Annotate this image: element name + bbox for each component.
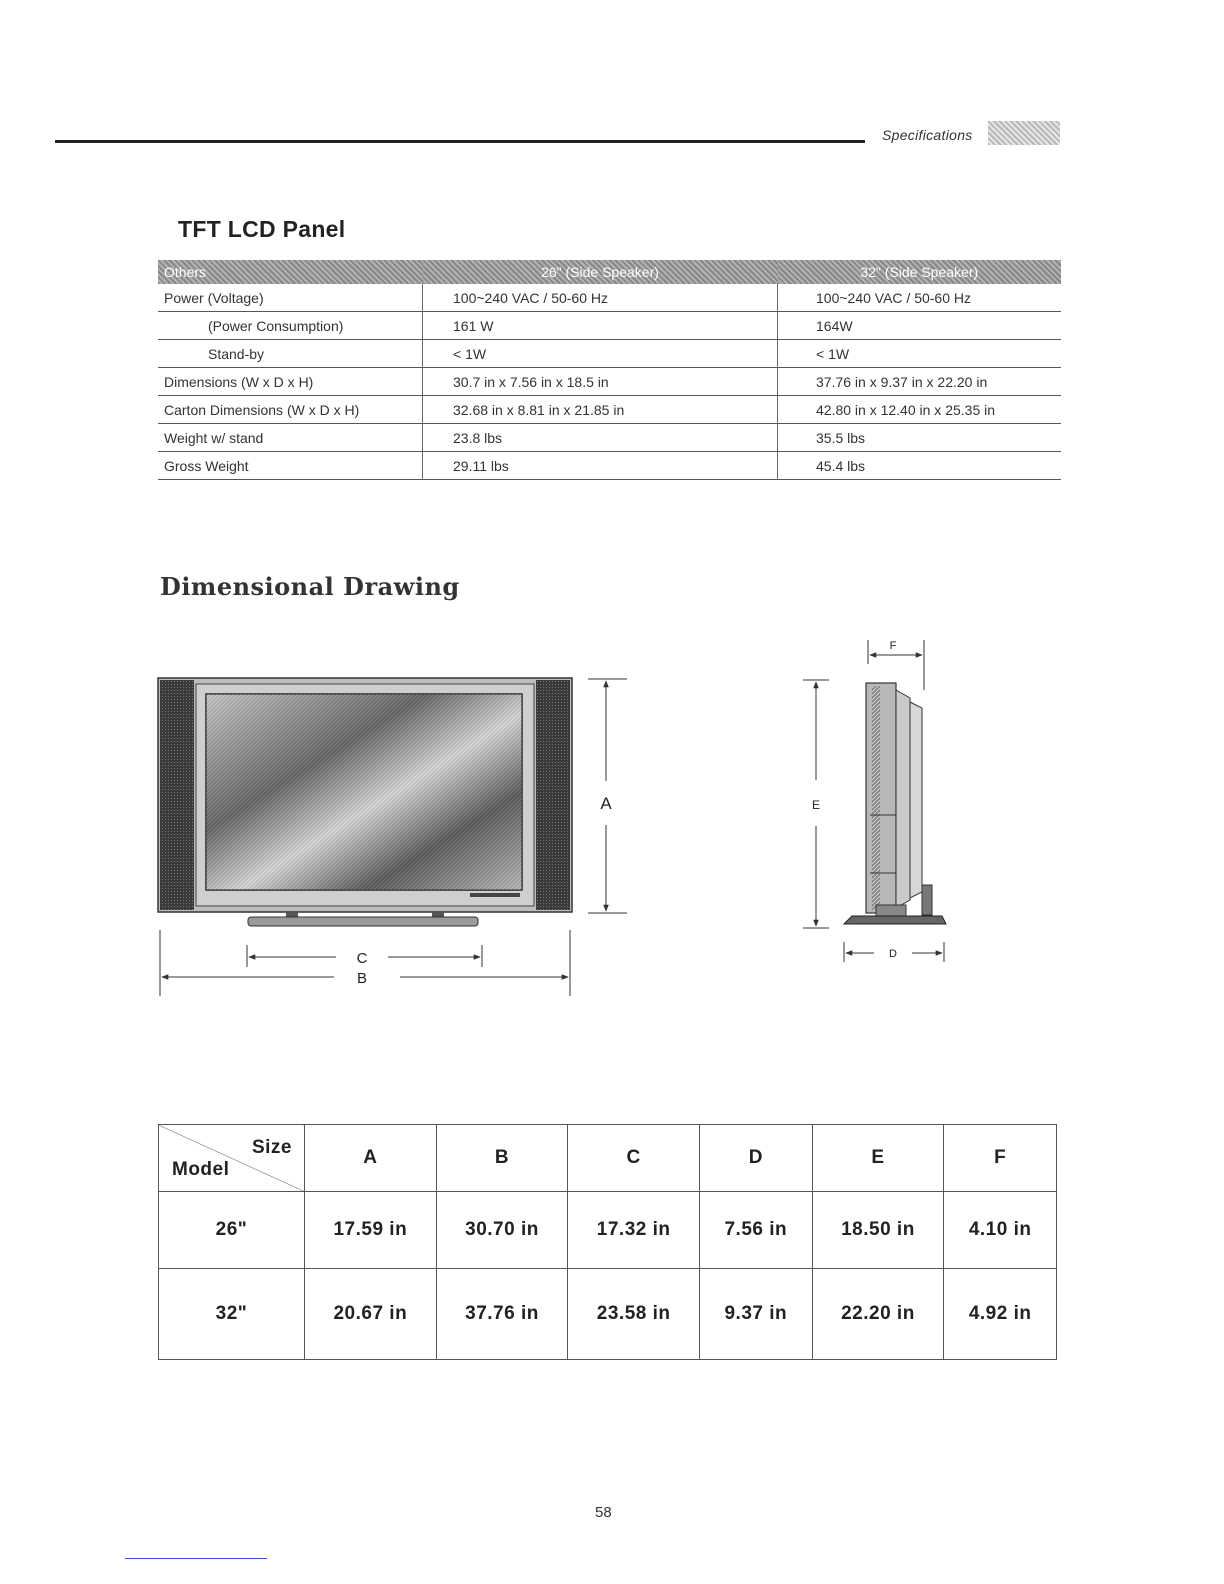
- spec-value-26: 30.7 in x 7.56 in x 18.5 in: [423, 368, 778, 396]
- tv-side-view: [844, 683, 946, 924]
- spec-label: Stand-by: [158, 340, 423, 368]
- spec-label: Carton Dimensions (W x D x H): [158, 396, 423, 424]
- dimension-table-header: [159, 1125, 1057, 1192]
- dim-value: 17.32 in: [568, 1192, 700, 1269]
- dimension-e: [803, 680, 829, 928]
- side-stand-neck: [876, 905, 906, 917]
- dimension-d: [844, 942, 944, 962]
- dim-value: 22.20 in: [812, 1269, 944, 1360]
- spec-label: Weight w/ stand: [158, 424, 423, 452]
- dim-value: 23.58 in: [568, 1269, 700, 1360]
- spec-value-26: 100~240 VAC / 50-60 Hz: [423, 284, 778, 312]
- dim-label-e: E: [811, 798, 821, 812]
- header-section-label: Specifications: [882, 127, 973, 143]
- dim-label-d: D: [889, 948, 897, 960]
- model-cell: 26": [159, 1192, 305, 1269]
- spec-value-26: 23.8 lbs: [423, 424, 778, 452]
- spec-value-32: 100~240 VAC / 50-60 Hz: [778, 284, 1062, 312]
- dim-value: 17.59 in: [305, 1192, 437, 1269]
- spec-value-32: 164W: [778, 312, 1062, 340]
- size-model-corner: [159, 1125, 305, 1192]
- spec-label: Power (Voltage): [158, 284, 423, 312]
- tv-front-view: [158, 678, 572, 926]
- spec-value-32: 45.4 lbs: [778, 452, 1062, 480]
- spec-value-26: < 1W: [423, 340, 778, 368]
- dim-value: 9.37 in: [699, 1269, 812, 1360]
- dim-value: 20.67 in: [305, 1269, 437, 1360]
- footer-line: [125, 1558, 267, 1559]
- corner-size-label: Size: [251, 1137, 292, 1158]
- dim-value: 18.50 in: [812, 1192, 944, 1269]
- dim-col-c: C: [568, 1125, 700, 1192]
- dimension-table: [158, 1124, 1057, 1360]
- spec-col-others: Others: [158, 260, 423, 284]
- spec-value-32: 37.76 in x 9.37 in x 22.20 in: [778, 368, 1062, 396]
- table-row: [159, 1192, 1057, 1269]
- side-stand-base: [844, 916, 946, 924]
- dim-label-b: B: [356, 970, 368, 987]
- left-speaker: [160, 680, 194, 910]
- dim-value: 4.10 in: [944, 1192, 1057, 1269]
- dim-value: 37.76 in: [436, 1269, 568, 1360]
- spec-label: Dimensions (W x D x H): [158, 368, 423, 396]
- model-cell: 32": [159, 1269, 305, 1360]
- spec-label: Gross Weight: [158, 452, 423, 480]
- spec-value-32: 42.80 in x 12.40 in x 25.35 in: [778, 396, 1062, 424]
- spec-value-32: < 1W: [778, 340, 1062, 368]
- right-speaker: [536, 680, 570, 910]
- page-number: 58: [595, 1504, 612, 1521]
- table-row: [159, 1269, 1057, 1360]
- side-panel-inner: [872, 686, 880, 910]
- dim-col-d: D: [699, 1125, 812, 1192]
- dim-col-e: E: [812, 1125, 944, 1192]
- dimension-c: [247, 945, 482, 967]
- spec-col-32: 32" (Side Speaker): [778, 260, 1062, 284]
- spec-value-26: 161 W: [423, 312, 778, 340]
- dim-col-b: B: [436, 1125, 568, 1192]
- panel-title: TFT LCD Panel: [178, 216, 346, 242]
- spec-col-26: 26" (Side Speaker): [423, 260, 778, 284]
- tv-control-strip: [470, 893, 520, 897]
- dim-value: 30.70 in: [436, 1192, 568, 1269]
- dim-value: 7.56 in: [699, 1192, 812, 1269]
- dimension-a: [588, 679, 627, 913]
- side-stand-support: [922, 885, 932, 915]
- spec-label: (Power Consumption): [158, 312, 423, 340]
- drawing-title: Dimensional Drawing: [160, 572, 460, 601]
- spec-value-26: 32.68 in x 8.81 in x 21.85 in: [423, 396, 778, 424]
- dim-label-c: C: [356, 950, 368, 967]
- dim-col-a: A: [305, 1125, 437, 1192]
- dim-value: 4.92 in: [944, 1269, 1057, 1360]
- spec-value-26: 29.11 lbs: [423, 452, 778, 480]
- dim-col-f: F: [944, 1125, 1057, 1192]
- tv-stand-base: [248, 917, 478, 926]
- side-panel-front: [866, 683, 896, 913]
- side-panel-back: [896, 690, 910, 908]
- side-panel-rear: [910, 702, 922, 898]
- corner-model-label: Model: [172, 1159, 230, 1180]
- dim-label-a: A: [600, 794, 612, 813]
- tv-screen-texture: [206, 694, 522, 890]
- spec-value-32: 35.5 lbs: [778, 424, 1062, 452]
- dim-label-f: F: [889, 640, 897, 652]
